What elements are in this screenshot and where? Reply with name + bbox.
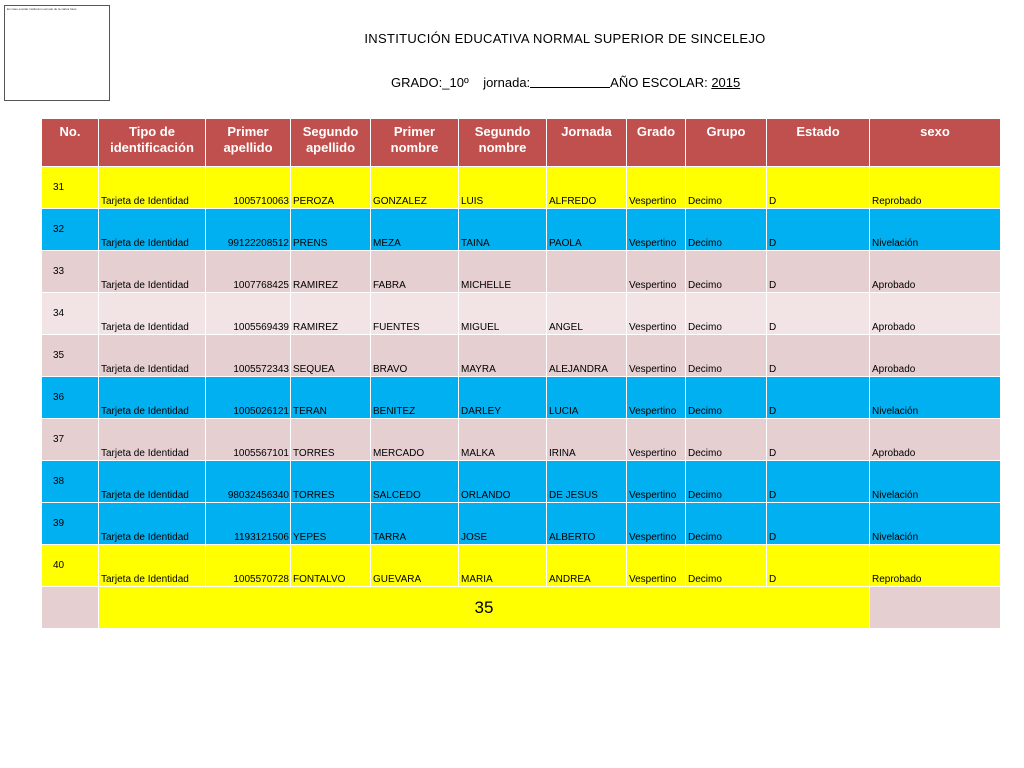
cell-id: 1005572343 bbox=[206, 335, 291, 377]
col-header: Segundo apellido bbox=[291, 119, 371, 167]
cell-grado: Decimo bbox=[686, 167, 767, 209]
cell-jornada: Vespertino bbox=[627, 209, 686, 251]
cell-nombre2: IRINA bbox=[547, 419, 627, 461]
cell-no: 38 bbox=[42, 461, 99, 503]
cell-nombre2: ANGEL bbox=[547, 293, 627, 335]
cell-no: 40 bbox=[42, 545, 99, 587]
cell-no: 33 bbox=[42, 251, 99, 293]
cell-estado: Aprobado bbox=[870, 293, 1001, 335]
cell-apellido2: FUENTES bbox=[371, 293, 459, 335]
cell-nombre1: MARIA bbox=[459, 545, 547, 587]
cell-nombre1: MALKA bbox=[459, 419, 547, 461]
cell-nombre2: DE JESUS bbox=[547, 461, 627, 503]
col-header: Grupo bbox=[686, 119, 767, 167]
cell-jornada: Vespertino bbox=[627, 251, 686, 293]
cell-grado: Decimo bbox=[686, 335, 767, 377]
cell-tipo: Tarjeta de Identidad bbox=[99, 461, 206, 503]
cell-nombre2: ALBERTO bbox=[547, 503, 627, 545]
cell-tipo: Tarjeta de Identidad bbox=[99, 377, 206, 419]
col-header: Primer apellido bbox=[206, 119, 291, 167]
cell-estado: Aprobado bbox=[870, 419, 1001, 461]
cell-grupo: D bbox=[767, 419, 870, 461]
cell-grado: Decimo bbox=[686, 545, 767, 587]
cell-grado: Decimo bbox=[686, 209, 767, 251]
cell-no: 35 bbox=[42, 335, 99, 377]
cell-nombre1: TAINA bbox=[459, 209, 547, 251]
cell-nombre1: ORLANDO bbox=[459, 461, 547, 503]
cell-tipo: Tarjeta de Identidad bbox=[99, 335, 206, 377]
table-row bbox=[42, 335, 1001, 377]
institution-title: INSTITUCIÓN EDUCATIVA NORMAL SUPERIOR DE SINCELEJO bbox=[364, 31, 766, 46]
table-row bbox=[42, 377, 1001, 419]
cell-tipo: Tarjeta de Identidad bbox=[99, 251, 206, 293]
cell-apellido2: GUEVARA bbox=[371, 545, 459, 587]
col-header: sexo bbox=[870, 119, 1001, 167]
cell-jornada: Vespertino bbox=[627, 461, 686, 503]
table-header-row bbox=[42, 119, 1001, 167]
total-right-cell bbox=[870, 587, 1001, 629]
table-row bbox=[42, 545, 1001, 587]
cell-jornada: Vespertino bbox=[627, 419, 686, 461]
cell-estado: Nivelación bbox=[870, 209, 1001, 251]
col-header: Tipo de identificación bbox=[99, 119, 206, 167]
table-row bbox=[42, 419, 1001, 461]
cell-no: 32 bbox=[42, 209, 99, 251]
logo-caption: En caso escolar institucion escudo de la nativa fotos bbox=[7, 7, 77, 11]
cell-apellido1: RAMIREZ bbox=[291, 251, 371, 293]
cell-tipo: Tarjeta de Identidad bbox=[99, 167, 206, 209]
cell-tipo: Tarjeta de Identidad bbox=[99, 545, 206, 587]
cell-estado: Aprobado bbox=[870, 335, 1001, 377]
cell-nombre2: PAOLA bbox=[547, 209, 627, 251]
cell-nombre1: DARLEY bbox=[459, 377, 547, 419]
cell-grupo: D bbox=[767, 293, 870, 335]
cell-grupo: D bbox=[767, 209, 870, 251]
cell-apellido2: SALCEDO bbox=[371, 461, 459, 503]
cell-grado: Decimo bbox=[686, 503, 767, 545]
cell-jornada: Vespertino bbox=[627, 545, 686, 587]
cell-grupo: D bbox=[767, 461, 870, 503]
cell-apellido2: BRAVO bbox=[371, 335, 459, 377]
col-header: Grado bbox=[627, 119, 686, 167]
year-label: AÑO ESCOLAR: bbox=[610, 75, 712, 90]
logo-placeholder bbox=[4, 5, 110, 101]
cell-estado: Reprobado bbox=[870, 545, 1001, 587]
cell-jornada: Vespertino bbox=[627, 503, 686, 545]
total-count: 35 bbox=[99, 587, 870, 629]
cell-id: 1193121506 bbox=[206, 503, 291, 545]
cell-jornada: Vespertino bbox=[627, 293, 686, 335]
cell-nombre1: MAYRA bbox=[459, 335, 547, 377]
cell-apellido1: FONTALVO bbox=[291, 545, 371, 587]
cell-nombre2: LUCIA bbox=[547, 377, 627, 419]
table-row bbox=[42, 503, 1001, 545]
cell-nombre2: ALEJANDRA bbox=[547, 335, 627, 377]
cell-estado: Aprobado bbox=[870, 251, 1001, 293]
cell-grado: Decimo bbox=[686, 251, 767, 293]
cell-estado: Reprobado bbox=[870, 167, 1001, 209]
cell-estado: Nivelación bbox=[870, 503, 1001, 545]
cell-no: 31 bbox=[42, 167, 99, 209]
cell-tipo: Tarjeta de Identidad bbox=[99, 503, 206, 545]
cell-no: 37 bbox=[42, 419, 99, 461]
grado-label: GRADO:_10º bbox=[391, 75, 469, 90]
cell-id: 1007768425 bbox=[206, 251, 291, 293]
school-year: 2015 bbox=[711, 75, 741, 90]
cell-id: 99122208512 bbox=[206, 209, 291, 251]
grade-line bbox=[391, 75, 740, 90]
student-table bbox=[41, 118, 1001, 629]
cell-nombre2: ANDREA bbox=[547, 545, 627, 587]
cell-nombre1: MICHELLE bbox=[459, 251, 547, 293]
col-header: Primer nombre bbox=[371, 119, 459, 167]
jornada-blank bbox=[530, 76, 610, 88]
cell-apellido2: BENITEZ bbox=[371, 377, 459, 419]
col-header: Segundo nombre bbox=[459, 119, 547, 167]
cell-apellido1: YEPES bbox=[291, 503, 371, 545]
cell-grupo: D bbox=[767, 503, 870, 545]
cell-id: 1005710063 bbox=[206, 167, 291, 209]
cell-apellido1: RAMIREZ bbox=[291, 293, 371, 335]
cell-apellido2: MERCADO bbox=[371, 419, 459, 461]
total-left-cell bbox=[42, 587, 99, 629]
cell-apellido2: GONZALEZ bbox=[371, 167, 459, 209]
cell-apellido1: TORRES bbox=[291, 419, 371, 461]
table-row bbox=[42, 209, 1001, 251]
cell-id: 1005567101 bbox=[206, 419, 291, 461]
cell-apellido2: MEZA bbox=[371, 209, 459, 251]
cell-id: 1005570728 bbox=[206, 545, 291, 587]
cell-apellido2: FABRA bbox=[371, 251, 459, 293]
table-row bbox=[42, 293, 1001, 335]
cell-tipo: Tarjeta de Identidad bbox=[99, 293, 206, 335]
cell-apellido2: TARRA bbox=[371, 503, 459, 545]
cell-apellido1: TERAN bbox=[291, 377, 371, 419]
cell-grupo: D bbox=[767, 377, 870, 419]
total-row bbox=[42, 587, 1001, 629]
cell-jornada: Vespertino bbox=[627, 167, 686, 209]
table-row bbox=[42, 167, 1001, 209]
cell-grado: Decimo bbox=[686, 419, 767, 461]
col-header: Estado bbox=[767, 119, 870, 167]
cell-nombre1: MIGUEL bbox=[459, 293, 547, 335]
cell-no: 39 bbox=[42, 503, 99, 545]
cell-grado: Decimo bbox=[686, 293, 767, 335]
cell-apellido1: SEQUEA bbox=[291, 335, 371, 377]
cell-grupo: D bbox=[767, 335, 870, 377]
cell-jornada: Vespertino bbox=[627, 377, 686, 419]
cell-id: 1005569439 bbox=[206, 293, 291, 335]
col-header: Jornada bbox=[547, 119, 627, 167]
cell-apellido1: TORRES bbox=[291, 461, 371, 503]
table-row bbox=[42, 461, 1001, 503]
cell-grupo: D bbox=[767, 167, 870, 209]
cell-nombre2: ALFREDO bbox=[547, 167, 627, 209]
cell-id: 98032456340 bbox=[206, 461, 291, 503]
cell-no: 36 bbox=[42, 377, 99, 419]
cell-nombre1: LUIS bbox=[459, 167, 547, 209]
cell-nombre1: JOSE bbox=[459, 503, 547, 545]
cell-no: 34 bbox=[42, 293, 99, 335]
cell-tipo: Tarjeta de Identidad bbox=[99, 419, 206, 461]
cell-tipo: Tarjeta de Identidad bbox=[99, 209, 206, 251]
cell-nombre2 bbox=[547, 251, 627, 293]
cell-grupo: D bbox=[767, 251, 870, 293]
cell-grupo: D bbox=[767, 545, 870, 587]
col-header: No. bbox=[42, 119, 99, 167]
table-row bbox=[42, 251, 1001, 293]
cell-id: 1005026121 bbox=[206, 377, 291, 419]
cell-grado: Decimo bbox=[686, 461, 767, 503]
jornada-label: jornada: bbox=[483, 75, 531, 90]
cell-apellido1: PRENS bbox=[291, 209, 371, 251]
cell-apellido1: PEROZA bbox=[291, 167, 371, 209]
cell-jornada: Vespertino bbox=[627, 335, 686, 377]
cell-estado: Nivelación bbox=[870, 377, 1001, 419]
cell-grado: Decimo bbox=[686, 377, 767, 419]
cell-estado: Nivelación bbox=[870, 461, 1001, 503]
